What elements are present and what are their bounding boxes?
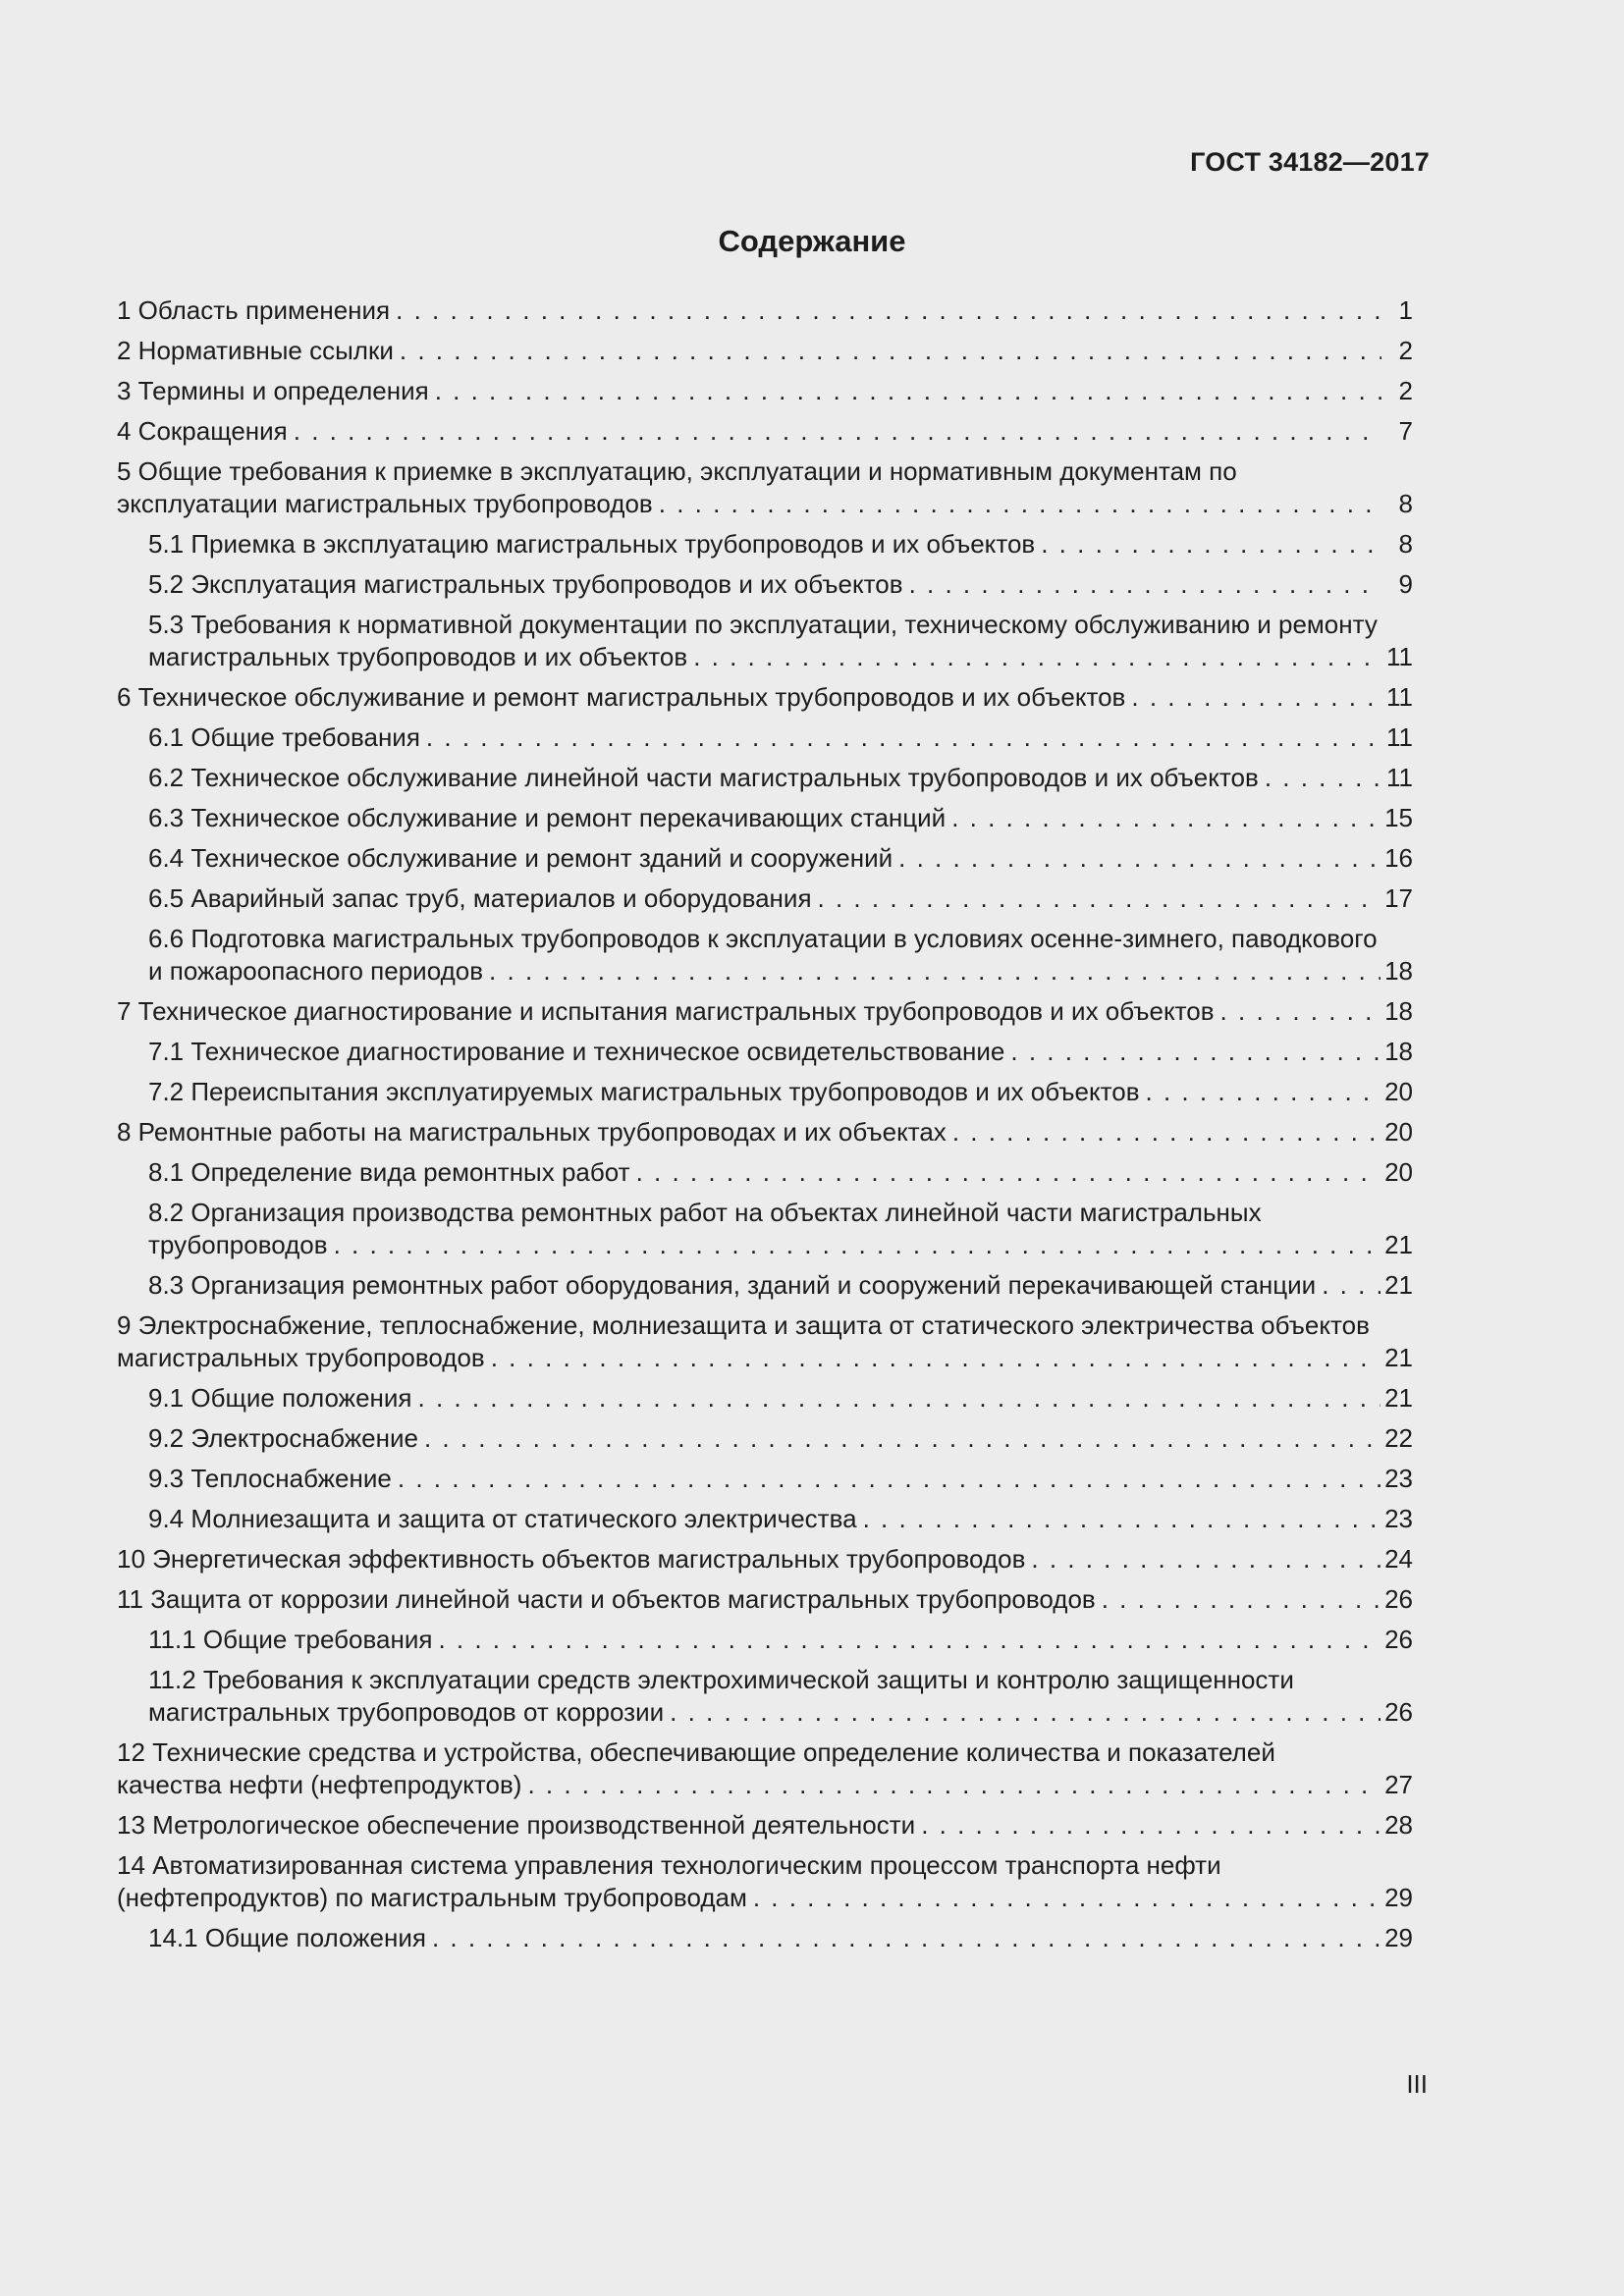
toc-entry-page: 26 [1380, 1583, 1413, 1616]
toc-entry[interactable] [117, 1382, 1413, 1415]
toc-entry-label: 7.2 Переиспытания эксплуатируемых магистральных трубопроводов и их объектов [148, 1077, 1146, 1106]
toc-entry[interactable] [117, 335, 1413, 367]
toc-entry-label: 9.2 Электроснабжение [148, 1423, 424, 1453]
toc-entry-page: 15 [1380, 802, 1413, 834]
toc-entry[interactable] [117, 1809, 1413, 1842]
toc-entry-page: 29 [1380, 1922, 1413, 1954]
toc-entry-page: 17 [1380, 882, 1413, 915]
toc-entry[interactable] [117, 455, 1413, 520]
toc-entry-label: 12 Технические средства и устройства, обеспечивающие определение количества и показателей качества нефти (нефтепродуктов) [117, 1737, 1275, 1799]
toc-entry[interactable] [117, 1624, 1413, 1656]
toc-entry-label: 7 Техническое диагностирование и испытания магистральных трубопроводов и их объектов [117, 996, 1220, 1026]
toc-entry[interactable] [117, 882, 1413, 915]
toc-entry-label: 2 Нормативные ссылки [117, 336, 400, 365]
toc-entry-label: 5.2 Эксплуатация магистральных трубопроводов и их объектов [148, 569, 909, 599]
toc-entry-label: 11 Защита от коррозии линейной части и объектов магистральных трубопроводов [117, 1584, 1102, 1614]
toc-entry-page: 11 [1381, 641, 1413, 673]
toc-entry[interactable] [117, 1922, 1413, 1954]
page-title: Содержание [718, 224, 906, 258]
toc-entry-page: 11 [1381, 681, 1413, 714]
toc-entry-label: 13 Метрологическое обеспечение производственной деятельности [117, 1810, 921, 1840]
toc-entry-label: 6 Техническое обслуживание и ремонт магистральных трубопроводов и их объектов [117, 682, 1131, 712]
toc-entry-page: 2 [1381, 375, 1413, 407]
toc-entry-label: 1 Область применения [117, 295, 396, 325]
toc-entry-label: 6.5 Аварийный запас труб, материалов и оборудования [148, 883, 818, 913]
toc-entry-label: 3 Термины и определения [117, 376, 435, 405]
toc-entry-label: 8.2 Организация производства ремонтных работ на объектах линейной части магистральных трубопроводов [148, 1198, 1262, 1259]
toc-entry-page: 21 [1380, 1229, 1413, 1261]
toc-entry[interactable] [117, 923, 1413, 988]
toc-entry[interactable] [117, 528, 1413, 561]
page-number: III [1406, 2069, 1428, 2099]
toc-entry-page: 20 [1380, 1076, 1413, 1108]
toc-entry[interactable] [117, 1036, 1413, 1068]
table-of-contents [117, 294, 1413, 1962]
toc-entry[interactable] [117, 1503, 1413, 1535]
toc-entry-label: 6.2 Техническое обслуживание линейной части магистральных трубопроводов и их объектов [148, 763, 1265, 792]
toc-entry-label: 9.1 Общие положения [148, 1383, 418, 1413]
toc-entry-page: 11 [1381, 721, 1413, 754]
toc-entry-page: 9 [1381, 568, 1413, 601]
toc-entry[interactable] [117, 1736, 1413, 1801]
toc-entry-page: 1 [1381, 294, 1413, 327]
toc-entry-label: 4 Сокращения [117, 416, 294, 446]
toc-entry[interactable] [117, 1463, 1413, 1495]
toc-entry[interactable] [117, 1543, 1413, 1575]
toc-entry-label: 8.1 Определение вида ремонтных работ [148, 1157, 636, 1187]
toc-entry-page: 18 [1380, 1036, 1413, 1068]
toc-entry[interactable] [117, 842, 1413, 875]
toc-entry-label: 10 Энергетическая эффективность объектов магистральных трубопроводов [117, 1544, 1031, 1574]
toc-entry[interactable] [117, 1849, 1413, 1914]
toc-entry-page: 20 [1380, 1156, 1413, 1189]
toc-entry-page: 16 [1380, 842, 1413, 875]
toc-entry[interactable] [117, 1269, 1413, 1302]
toc-entry-page: 7 [1381, 415, 1413, 448]
toc-entry[interactable] [117, 681, 1413, 714]
toc-entry-label: 8 Ремонтные работы на магистральных трубопроводах и их объектах [117, 1117, 952, 1147]
document-code: ГОСТ 34182—2017 [1190, 147, 1430, 177]
toc-entry-page: 21 [1380, 1382, 1413, 1415]
toc-entry-page: 23 [1380, 1503, 1413, 1535]
toc-entry[interactable] [117, 721, 1413, 754]
toc-entry[interactable] [117, 1583, 1413, 1616]
toc-entry-page: 23 [1380, 1463, 1413, 1495]
toc-entry[interactable] [117, 762, 1413, 794]
toc-entry-page: 18 [1380, 955, 1413, 988]
toc-entry[interactable] [117, 1309, 1413, 1374]
toc-entry-label: 14.1 Общие положения [148, 1923, 432, 1952]
toc-entry-label: 9 Электроснабжение, теплоснабжение, молниезащита и защита от статического электричества объектов магистральных трубопроводов [117, 1310, 1370, 1372]
toc-entry-label: 6.3 Техническое обслуживание и ремонт перекачивающих станций [148, 803, 951, 832]
toc-entry[interactable] [117, 1116, 1413, 1148]
toc-entry[interactable] [117, 415, 1413, 448]
toc-entry-label: 14 Автоматизированная система управления технологическим процессом транспорта нефти (нефтепродуктов) по магистральным трубопроводам [117, 1850, 1221, 1912]
toc-entry-label: 6.1 Общие требования [148, 722, 426, 752]
toc-entry-label: 6.6 Подготовка магистральных трубопроводов к эксплуатации в условиях осенне-зимнего, паводкового и пожароопасного периодов [148, 924, 1378, 986]
toc-entry-page: 26 [1380, 1696, 1413, 1729]
toc-entry-page: 27 [1380, 1769, 1413, 1801]
toc-entry[interactable] [117, 294, 1413, 327]
toc-entry-label: 9.3 Теплоснабжение [148, 1464, 398, 1493]
toc-entry-page: 24 [1380, 1543, 1413, 1575]
toc-entry[interactable] [117, 802, 1413, 834]
toc-entry-label: 5.3 Требования к нормативной документации по эксплуатации, техническому обслуживанию и ремонту магистральных трубопроводов и их объектов [148, 610, 1378, 671]
toc-entry-label: 7.1 Техническое диагностирование и техническое освидетельствование [148, 1037, 1010, 1066]
toc-entry-page: 11 [1381, 762, 1413, 794]
toc-entry-page: 20 [1380, 1116, 1413, 1148]
toc-entry-page: 2 [1381, 335, 1413, 367]
toc-entry-page: 8 [1381, 528, 1413, 561]
toc-entry-page: 8 [1381, 488, 1413, 520]
toc-entry-label: 6.4 Техническое обслуживание и ремонт зданий и сооружений [148, 843, 898, 873]
toc-entry[interactable] [117, 609, 1413, 673]
toc-entry[interactable] [117, 1076, 1413, 1108]
toc-entry-page: 29 [1380, 1882, 1413, 1914]
toc-entry[interactable] [117, 1422, 1413, 1455]
toc-entry-label: 11.2 Требования к эксплуатации средств электрохимической защиты и контролю защищенности магистральных трубопроводов от коррозии [148, 1665, 1294, 1727]
toc-entry[interactable] [117, 1664, 1413, 1729]
toc-entry-label: 5 Общие требования к приемке в эксплуатацию, эксплуатации и нормативным документам по эксплуатации магистральных трубопроводов [117, 456, 1237, 518]
toc-entry-page: 21 [1380, 1269, 1413, 1302]
toc-entry[interactable] [117, 1197, 1413, 1261]
toc-entry[interactable] [117, 568, 1413, 601]
toc-entry[interactable] [117, 375, 1413, 407]
toc-entry-page: 28 [1380, 1809, 1413, 1842]
toc-entry[interactable] [117, 1156, 1413, 1189]
toc-entry[interactable] [117, 995, 1413, 1028]
toc-entry-label: 5.1 Приемка в эксплуатацию магистральных трубопроводов и их объектов [148, 529, 1041, 559]
toc-entry-label: 8.3 Организация ремонтных работ оборудования, зданий и сооружений перекачивающей станции [148, 1270, 1322, 1300]
toc-entry-page: 18 [1380, 995, 1413, 1028]
toc-entry-page: 22 [1380, 1422, 1413, 1455]
toc-entry-label: 11.1 Общие требования [148, 1625, 438, 1654]
toc-entry-page: 21 [1380, 1342, 1413, 1374]
toc-entry-page: 26 [1380, 1624, 1413, 1656]
toc-entry-label: 9.4 Молниезащита и защита от статического электричества [148, 1504, 863, 1533]
